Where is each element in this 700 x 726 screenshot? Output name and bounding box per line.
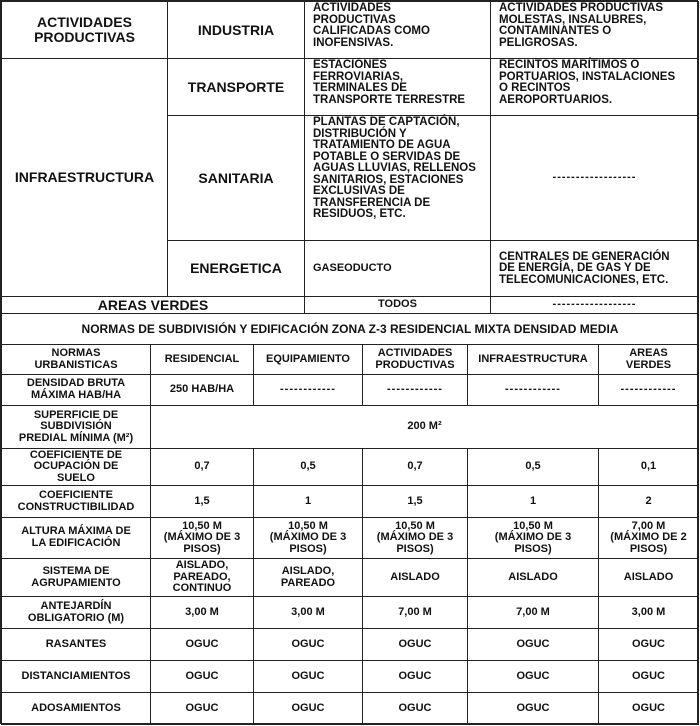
agrupamiento-areas-verdes: AISLADO <box>598 558 699 597</box>
category-infraestructura: INFRAESTRUCTURA <box>1 58 168 297</box>
sanitaria-permitted: PLANTAS DE CAPTACIÓN, DISTRIBUCIÓN Y TRATAMIENTO DE AGUA POTABLE O SERVIDAS DE AGUAS LLUVIAS, RELLENOS SANITARIOS, ESTACIONES EXCLUSIVAS DE TRANSFERENCIA DE RESIDUOS, ETC. <box>304 115 491 241</box>
rasantes-actividades: OGUC <box>362 628 468 661</box>
industria-permitted: ACTIVIDADES PRODUCTIVAS CALIFICADAS COMO INOFENSIVAS. <box>304 1 491 59</box>
rasantes-infraestructura: OGUC <box>467 628 599 661</box>
header-normas-urbanisticas: NORMAS URBANISTICAS <box>1 344 151 375</box>
ocupacion-infraestructura: 0,5 <box>467 448 599 486</box>
row-label-superficie: SUPERFICIE DE SUBDIVISIÓN PREDIAL MÍNIMA (M²) <box>1 405 151 449</box>
agrupamiento-equipamiento: AISLADO, PAREADO <box>253 558 363 597</box>
header-residencial: RESIDENCIAL <box>150 344 254 375</box>
antejardin-equipamiento: 3,00 M <box>253 596 363 629</box>
agrupamiento-actividades: AISLADO <box>362 558 468 597</box>
row-label-densidad: DENSIDAD BRUTA MÁXIMA HAB/HA <box>1 374 151 406</box>
areas-verdes-prohibited: ------------------ <box>490 296 699 314</box>
antejardin-areas-verdes: 3,00 M <box>598 596 699 629</box>
row-label-altura: ALTURA MÁXIMA DE LA EDIFICACIÓN <box>1 517 151 559</box>
distanciamientos-equipamiento: OGUC <box>253 660 363 693</box>
adosamientos-areas-verdes: OGUC <box>598 692 699 725</box>
industria-prohibited: ACTIVIDADES PRODUCTIVAS MOLESTAS, INSALUBRES, CONTAMINANTES O PELIGROSAS. <box>490 1 699 59</box>
rasantes-areas-verdes: OGUC <box>598 628 699 661</box>
densidad-actividades: ------------ <box>362 374 468 406</box>
transporte-prohibited: RECINTOS MARÍTIMOS O PORTUARIOS, INSTALACIONES O RECINTOS AEROPORTUARIOS. <box>490 58 699 116</box>
normas-title: NORMAS DE SUBDIVISIÓN Y EDIFICACIÓN ZONA Z-3 RESIDENCIAL MIXTA DENSIDAD MEDIA <box>1 313 699 345</box>
constructibilidad-equipamiento: 1 <box>253 485 363 518</box>
rasantes-residencial: OGUC <box>150 628 254 661</box>
ocupacion-actividades: 0,7 <box>362 448 468 486</box>
agrupamiento-residencial: AISLADO, PAREADO, CONTINUO <box>150 558 254 597</box>
antejardin-actividades: 7,00 M <box>362 596 468 629</box>
ocupacion-areas-verdes: 0,1 <box>598 448 699 486</box>
transporte-permitted: ESTACIONES FERROVIARIAS, TERMINALES DE TRANSPORTE TERRESTRE <box>304 58 491 116</box>
row-label-agrupamiento: SISTEMA DE AGRUPAMIENTO <box>1 558 151 597</box>
row-label-adosamientos: ADOSAMIENTOS <box>1 692 151 725</box>
subcategory-sanitaria: SANITARIA <box>167 115 305 241</box>
row-label-antejardin: ANTEJARDÍN OBLIGATORIO (M) <box>1 596 151 629</box>
sanitaria-prohibited: ------------------ <box>490 115 699 241</box>
subcategory-industria: INDUSTRIA <box>167 1 305 59</box>
row-label-ocupacion: COEFICIENTE DE OCUPACIÓN DE SUELO <box>1 448 151 486</box>
adosamientos-residencial: OGUC <box>150 692 254 725</box>
altura-actividades: 10,50 M (MÁXIMO DE 3 PISOS) <box>362 517 468 559</box>
adosamientos-equipamiento: OGUC <box>253 692 363 725</box>
header-actividades-productivas: ACTIVIDADES PRODUCTIVAS <box>362 344 468 375</box>
energetica-prohibited: CENTRALES DE GENERACIÓN DE ENERGÍA, DE GAS Y DE TELECOMUNICACIONES, ETC. <box>490 240 699 297</box>
subcategory-energetica: ENERGETICA <box>167 240 305 297</box>
distanciamientos-actividades: OGUC <box>362 660 468 693</box>
densidad-residencial: 250 HAB/HA <box>150 374 254 406</box>
adosamientos-actividades: OGUC <box>362 692 468 725</box>
rasantes-equipamiento: OGUC <box>253 628 363 661</box>
altura-residencial: 10,50 M (MÁXIMO DE 3 PISOS) <box>150 517 254 559</box>
category-areas-verdes: AREAS VERDES <box>1 296 305 314</box>
header-equipamiento: EQUIPAMIENTO <box>253 344 363 375</box>
superficie-value: 200 M² <box>150 405 699 449</box>
distanciamientos-areas-verdes: OGUC <box>598 660 699 693</box>
altura-areas-verdes: 7,00 M (MÁXIMO DE 2 PISOS) <box>598 517 699 559</box>
header-areas-verdes: AREAS VERDES <box>598 344 699 375</box>
constructibilidad-actividades: 1,5 <box>362 485 468 518</box>
energetica-permitted: GASEODUCTO <box>304 240 491 297</box>
densidad-areas-verdes: ------------ <box>598 374 699 406</box>
agrupamiento-infraestructura: AISLADO <box>467 558 599 597</box>
row-label-constructibilidad: COEFICIENTE CONSTRUCTIBILIDAD <box>1 485 151 518</box>
distanciamientos-residencial: OGUC <box>150 660 254 693</box>
areas-verdes-permitted: TODOS <box>304 296 491 314</box>
row-label-distanciamientos: DISTANCIAMIENTOS <box>1 660 151 693</box>
densidad-infraestructura: ------------ <box>467 374 599 406</box>
constructibilidad-areas-verdes: 2 <box>598 485 699 518</box>
ocupacion-equipamiento: 0,5 <box>253 448 363 486</box>
ocupacion-residencial: 0,7 <box>150 448 254 486</box>
altura-equipamiento: 10,50 M (MÁXIMO DE 3 PISOS) <box>253 517 363 559</box>
antejardin-infraestructura: 7,00 M <box>467 596 599 629</box>
distanciamientos-infraestructura: OGUC <box>467 660 599 693</box>
header-infraestructura: INFRAESTRUCTURA <box>467 344 599 375</box>
constructibilidad-residencial: 1,5 <box>150 485 254 518</box>
antejardin-residencial: 3,00 M <box>150 596 254 629</box>
category-actividades-productivas: ACTIVIDADES PRODUCTIVAS <box>1 1 168 59</box>
densidad-equipamiento: ------------ <box>253 374 363 406</box>
altura-infraestructura: 10,50 M (MÁXIMO DE 3 PISOS) <box>467 517 599 559</box>
constructibilidad-infraestructura: 1 <box>467 485 599 518</box>
adosamientos-infraestructura: OGUC <box>467 692 599 725</box>
subcategory-transporte: TRANSPORTE <box>167 58 305 116</box>
row-label-rasantes: RASANTES <box>1 628 151 661</box>
